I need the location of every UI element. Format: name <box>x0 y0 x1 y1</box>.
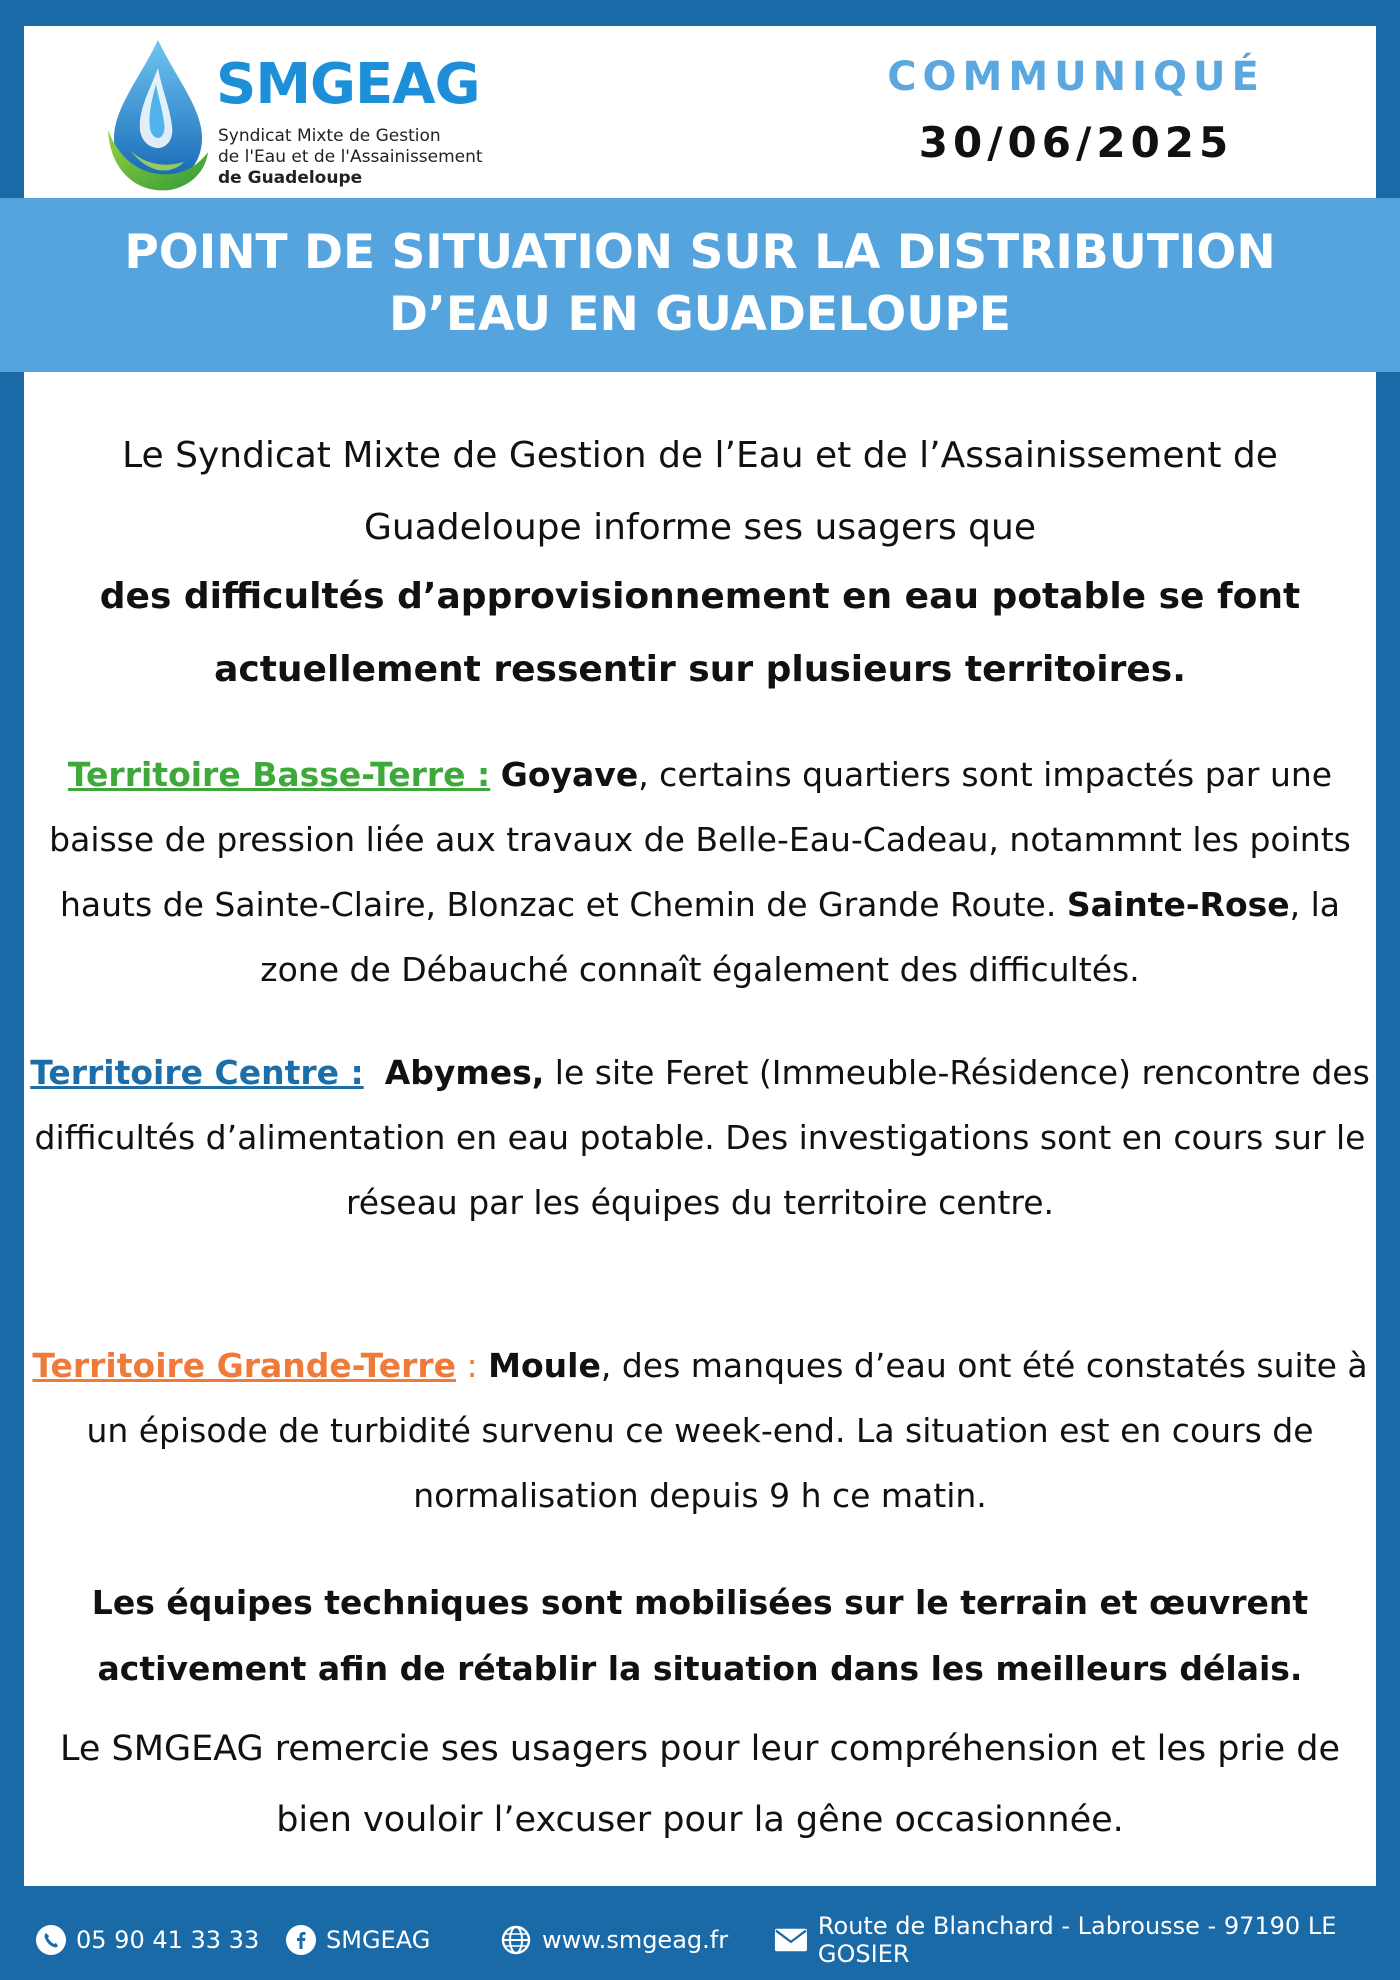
territory-basse-terre <box>24 742 1376 1002</box>
closing-bold-paragraph: Les équipes techniques sont mobilisées sur le terrain et œuvrent activement afin de rétablir la situation dans les meilleurs délais. <box>91 1583 1309 1688</box>
territory-text: , la zone de Débauché connaît également des difficultés. <box>260 885 1341 989</box>
territory-text: , des manques d’eau ont été constatés suite à un épisode de turbidité survenu ce week-end. La situation est en cours de normalisation depuis 9 h ce matin. <box>86 1346 1368 1515</box>
logo-subtitle-line: de l'Eau et de l'Assainissement <box>218 147 483 167</box>
page-title <box>0 198 1400 346</box>
territory-place: Sainte-Rose <box>1066 885 1290 924</box>
title-band <box>0 198 1400 372</box>
footer-address-text: Route de Blanchard - Labrousse - 97190 LE GOSIER <box>817 1912 1337 1968</box>
territory-text: le site Feret (Immeuble-Résidence) rencontre des difficultés d’alimentation en eau potable. Des investigations sont en cours sur le réseau par les équipes du territoire centre. <box>34 1053 1370 1222</box>
territory-grande-terre <box>24 1333 1376 1528</box>
footer-address <box>774 1912 1400 1968</box>
territory-centre <box>24 1040 1376 1235</box>
territory-label: Territoire Grande-Terre <box>32 1346 457 1385</box>
footer-facebook-text: SMGEAG <box>326 1926 431 1954</box>
facebook-icon <box>286 1925 316 1955</box>
logo-subtitle <box>218 126 498 189</box>
footer-website[interactable] <box>500 1920 728 1960</box>
footer-phone-text: 05 90 41 33 33 <box>76 1926 260 1954</box>
territory-place: Moule <box>488 1346 601 1385</box>
mail-icon <box>774 1927 808 1953</box>
intro-bold-paragraph: des difficultés d’approvisionnement en eau potable se font actuellement ressentir sur plusieurs territoires. <box>99 576 1301 690</box>
water-drop-logo-icon <box>100 34 210 194</box>
territory-label: Territoire Centre : <box>30 1053 364 1092</box>
phone-icon <box>36 1925 66 1955</box>
territory-place: Abymes, <box>384 1053 545 1092</box>
page-title-line: POINT DE SITUATION SUR LA DISTRIBUTION <box>124 225 1276 280</box>
logo-wordmark: SMGEAG <box>216 52 480 117</box>
footer-website-text: www.smgeag.fr <box>542 1926 729 1954</box>
logo-subtitle-line: Syndicat Mixte de Gestion <box>218 126 441 146</box>
territory-colon: : <box>456 1346 478 1385</box>
communique-date: 30/06/2025 <box>918 118 1234 167</box>
territory-text: , certains quartiers sont impactés par une baisse de pression liée aux travaux de Belle-Eau-Cadeau, notammnt les points hauts de Sainte-Claire, Blonzac et Chemin de Grande Route. <box>49 755 1351 924</box>
territory-place: Goyave <box>500 755 639 794</box>
intro-paragraph: Le Syndicat Mixte de Gestion de l’Eau et de l’Assainissement de Guadeloupe informe ses usagers que <box>122 435 1278 548</box>
communique-label: COMMUNIQUÉ <box>887 54 1265 100</box>
smgeag-logo <box>100 34 520 204</box>
footer <box>0 1910 1400 1970</box>
page-title-line: D’EAU EN GUADELOUPE <box>389 287 1011 342</box>
logo-subtitle-line: de Guadeloupe <box>218 168 363 188</box>
footer-facebook[interactable] <box>286 1920 430 1960</box>
footer-phone[interactable] <box>36 1920 259 1960</box>
territory-label: Territoire Basse-Terre : <box>67 755 491 794</box>
closing-paragraph: Le SMGEAG remercie ses usagers pour leur compréhension et les prie de bien vouloir l’excuser pour la gêne occasionnée. <box>59 1729 1340 1840</box>
globe-icon <box>500 1924 532 1956</box>
